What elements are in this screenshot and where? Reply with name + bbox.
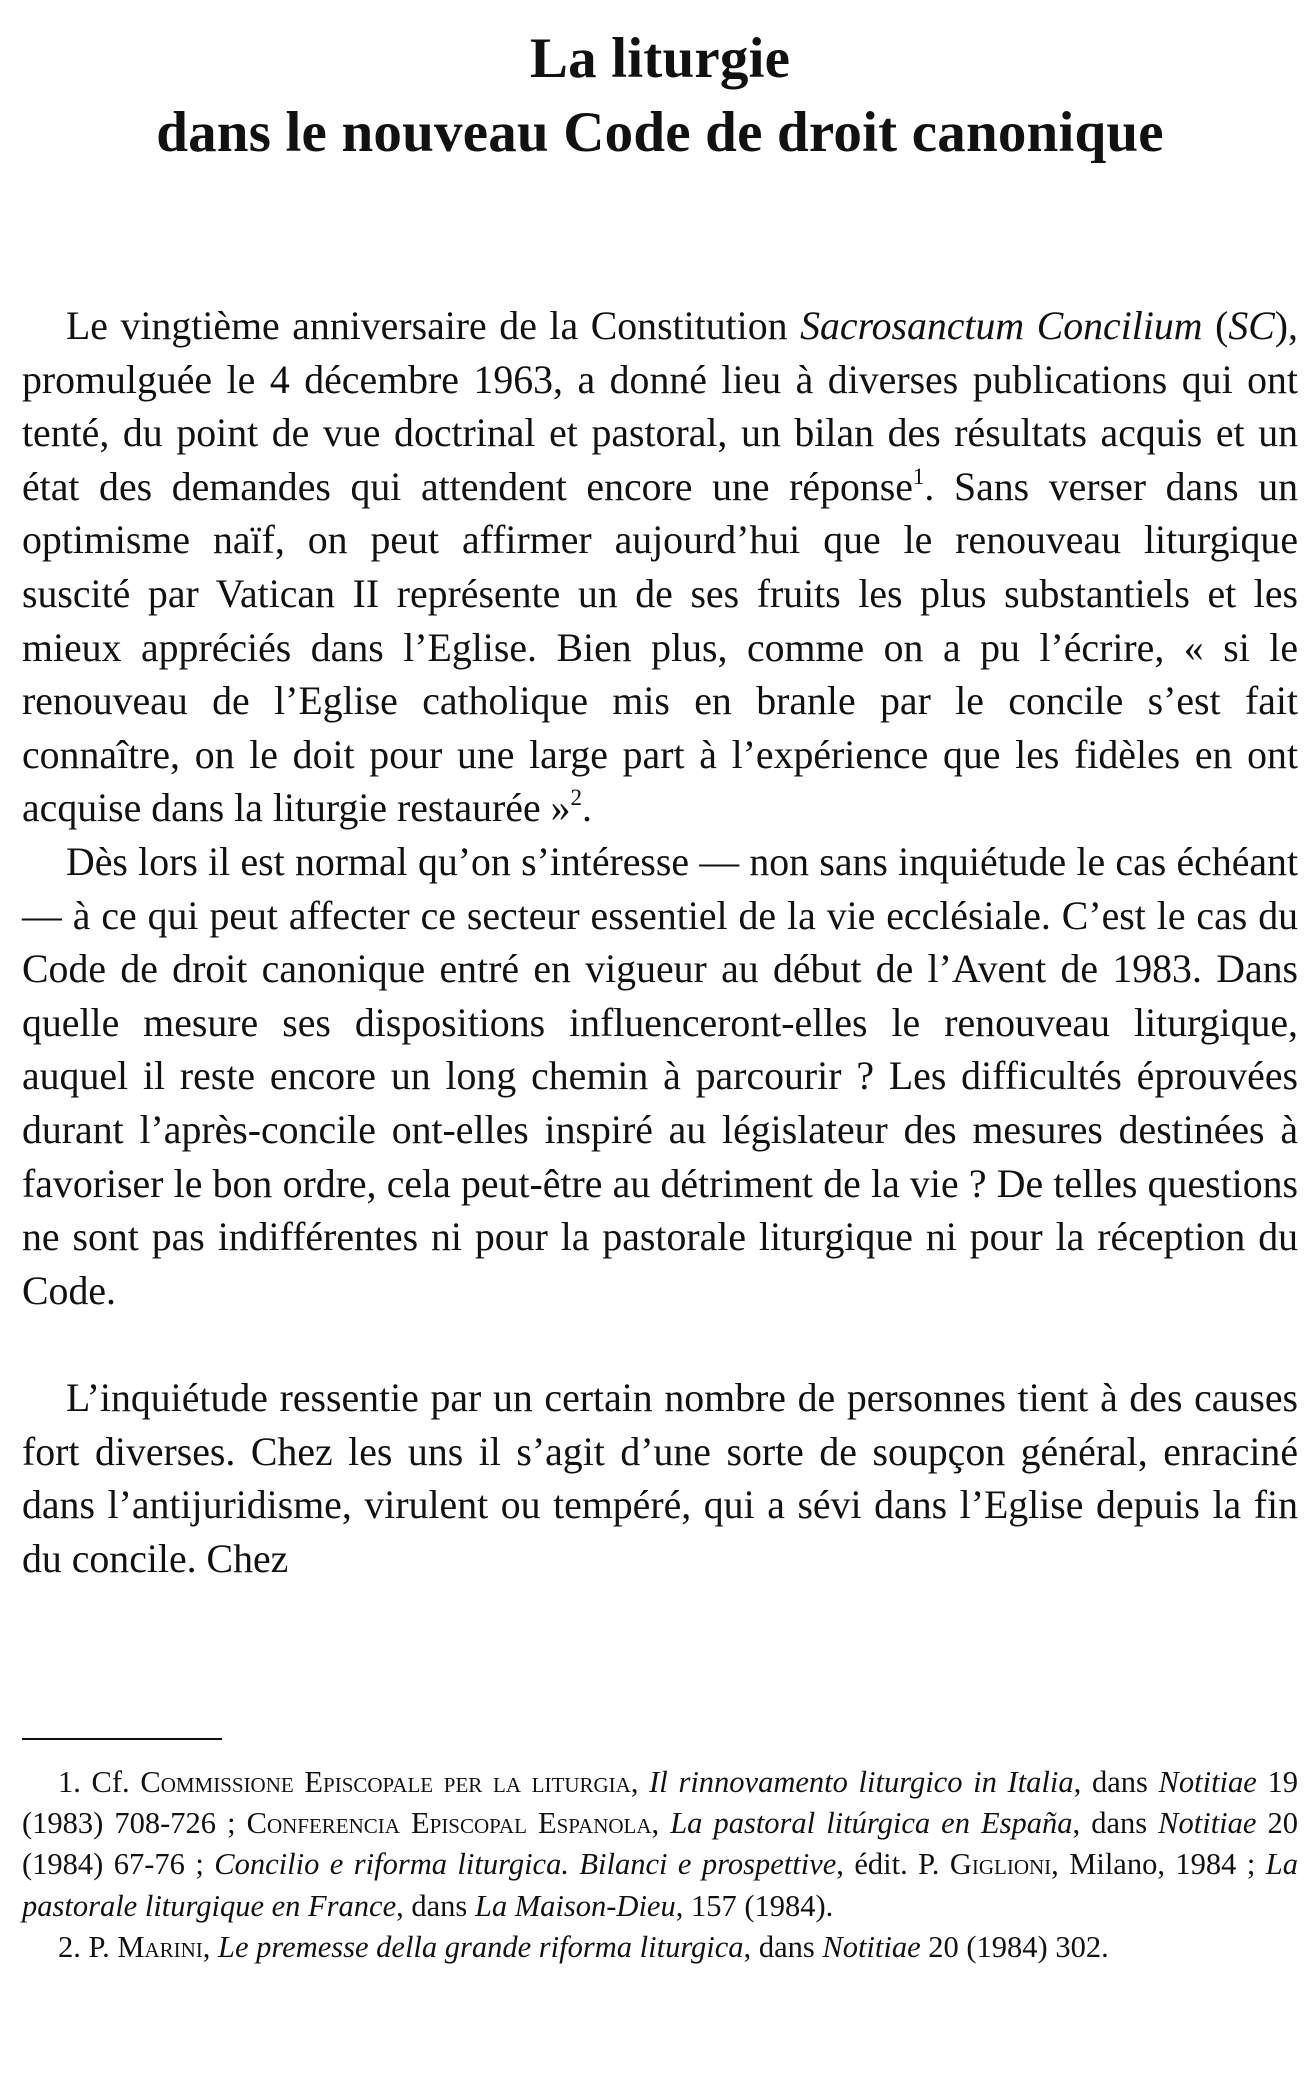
paragraph-1 bbox=[22, 300, 1298, 836]
text-run: , dans bbox=[743, 1929, 823, 1964]
footnote-2 bbox=[22, 1927, 1298, 1968]
text-run: 19 (1983) 708-726 ; bbox=[22, 1765, 1299, 1841]
italic-title: Le premesse della grande riforma liturgica bbox=[218, 1929, 744, 1964]
text-run: , 157 (1984). bbox=[675, 1888, 834, 1923]
author-smallcaps: Commissione Episcopale per la liturgia bbox=[140, 1765, 631, 1799]
author-smallcaps: Marini bbox=[117, 1929, 203, 1964]
text-run: , bbox=[630, 1765, 650, 1799]
text-run: , dans bbox=[1072, 1806, 1159, 1841]
text-run: 20 (1984) 67-76 ; bbox=[22, 1806, 1299, 1882]
footnote-number: 1. Cf. bbox=[58, 1765, 141, 1799]
title-line-1: La liturgie bbox=[529, 27, 791, 90]
italic-abbrev: SC bbox=[1228, 304, 1275, 348]
italic-title: Sacrosanctum Concilium bbox=[800, 304, 1203, 348]
author-smallcaps: Giglioni bbox=[949, 1847, 1052, 1882]
text-run: , bbox=[202, 1929, 219, 1964]
text-run: , dans bbox=[1073, 1765, 1159, 1799]
text-run: 20 (1984) 302. bbox=[920, 1929, 1109, 1964]
text-run: . bbox=[581, 786, 592, 831]
footnote-1 bbox=[22, 1762, 1298, 1927]
text-run: ), promulguée le 4 décembre 1963, a donné lieu à diverses publications qui ont tenté, du point de vue doctrinal et pastoral, un bilan des résultats acquis et un état des demandes qui attendent encore une réponse bbox=[22, 304, 1298, 509]
footnote-ref-2[interactable]: 2 bbox=[570, 785, 582, 811]
title-line-2: dans le nouveau Code de droit canonique bbox=[156, 101, 1164, 164]
text-run: Le vingtième anniversaire de la Constitution bbox=[66, 304, 801, 348]
footnote-ref-1[interactable]: 1 bbox=[912, 463, 925, 489]
footnote-separator bbox=[22, 1738, 222, 1740]
text-run: , bbox=[651, 1806, 671, 1841]
paragraph-3: L’inquiétude ressentie par un certain nombre de personnes tient à des causes fort diverses. Chez les uns il s’agit d’une sorte de soupçon général, enraciné dans l’antijuridisme, virulent ou tempéré, qui a sévi dans l’Eglise depuis la fin du concile. Chez bbox=[22, 1376, 1298, 1582]
paragraph-2: Dès lors il est normal qu’on s’intéresse — non sans inquiétude le cas échéant — à ce qui peut affecter ce secteur essentiel de la vie ecclésiale. C’est le cas du Code de droit canonique entré en vigueur au début de l’Avent de 1983. Dans quelle mesure ses dispositions influenceront-elles le renouveau liturgique, auquel il reste encore un long chemin à parcourir ? Les difficultés éprouvées durant l’après-concile ont-elles inspiré au législateur des mesures destinées à favoriser le bon ordre, cela peut-être au détriment de la vie ? De telles questions ne sont pas indifférentes ni pour la pastorale liturgique ni pour la réception du Code. bbox=[22, 839, 1298, 1313]
article-body bbox=[22, 300, 1298, 1587]
italic-title: La pastoral litúrgica en España bbox=[670, 1806, 1073, 1841]
text-run: , édit. P. bbox=[836, 1847, 950, 1882]
text-run: . Sans verser dans un optimisme naïf, on peut affirmer aujourd’hui que le renouveau liturgique suscité par Vatican II représente un de ses fruits les plus substantiels et les mieux appréciés dans l’Eglise. Bien plus, comme on a pu l’écrire, « si le renouveau de l’Eglise catholique mis en branle par le concile s’est fait connaître, on le doit pour une large part à l’expérience que les fidèles en ont acquise dans la liturgie restaurée » bbox=[22, 464, 1298, 831]
italic-title: La pastorale liturgique en France bbox=[22, 1847, 1298, 1923]
document-page bbox=[22, 0, 1298, 2096]
author-smallcaps: Conferencia Episcopal Espanola bbox=[246, 1806, 652, 1841]
footnotes bbox=[22, 1762, 1298, 1968]
italic-journal: Notitiae bbox=[1158, 1806, 1257, 1841]
article-title bbox=[22, 22, 1298, 170]
italic-journal: Notitiae bbox=[1158, 1765, 1257, 1799]
italic-journal: La Maison-Dieu bbox=[474, 1888, 676, 1923]
text-run: , Milano, 1984 ; bbox=[1051, 1847, 1266, 1882]
italic-title: Il rinnovamento liturgico in Italia bbox=[649, 1765, 1074, 1799]
text-run: , dans bbox=[396, 1888, 475, 1923]
footnote-number: 2. P. bbox=[58, 1929, 118, 1964]
italic-journal: Notitiae bbox=[822, 1929, 921, 1964]
text-run: ( bbox=[1202, 304, 1229, 348]
italic-title: Concilio e riforma liturgica. Bilanci e prospettive bbox=[214, 1847, 837, 1882]
